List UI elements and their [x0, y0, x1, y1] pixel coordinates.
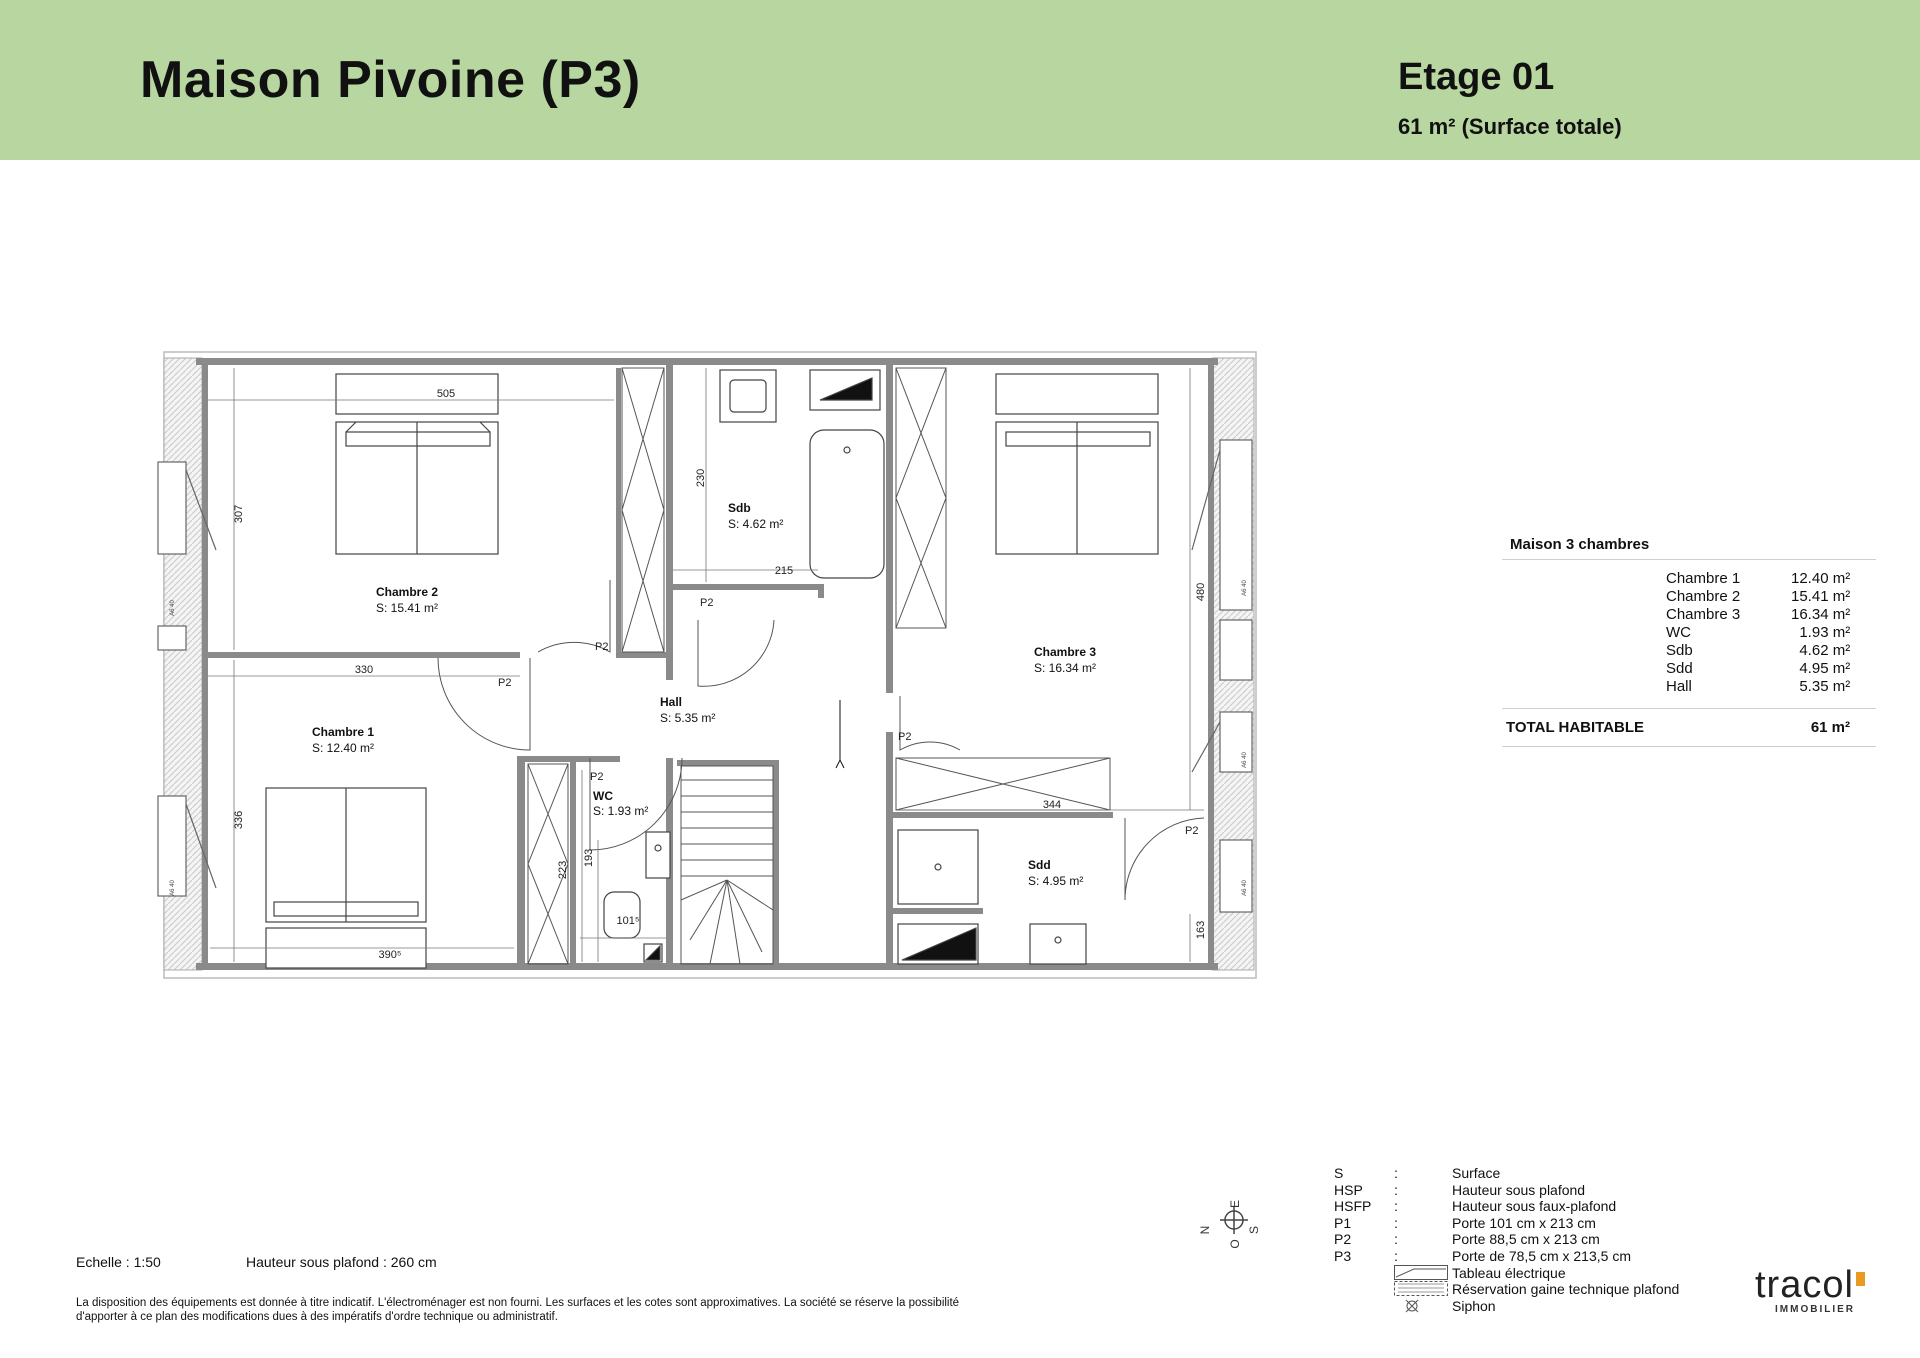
door-label: P2: [595, 641, 609, 653]
total-row: [1502, 708, 1876, 747]
bed-chambre-1: [266, 788, 426, 968]
disclaimer: [76, 1296, 1056, 1324]
window-tag: A6 40: [1242, 752, 1248, 768]
summary-title: Maison 3 chambres: [1502, 530, 1876, 560]
page-title: Maison Pivoine (P3): [140, 51, 641, 109]
scale-label: Echelle : 1:50: [76, 1254, 161, 1270]
room-name-chambre-1: Chambre 1: [312, 725, 375, 739]
logo-subtitle: IMMOBILIER: [1775, 1304, 1855, 1315]
siphon-icon: [1394, 1298, 1452, 1315]
legend-row: Tableau électrique: [1334, 1265, 1679, 1282]
room-name-sdb: Sdb: [728, 501, 751, 515]
dim-390: 390⁵: [378, 949, 402, 961]
window-tag: A6 40: [1242, 880, 1248, 896]
total-surface: 61 m² (Surface totale): [1398, 114, 1622, 139]
room-area-hall: S: 5.35 m²: [660, 711, 716, 725]
legend-row: P1 : Porte 101 cm x 213 cm: [1334, 1214, 1596, 1231]
legend: [1334, 1165, 1679, 1314]
doors: [438, 580, 1204, 900]
table-row: Sdb 4.62 m²: [1666, 642, 1851, 659]
room-name-hall: Hall: [660, 695, 683, 709]
table-row: Chambre 3 16.34 m²: [1666, 606, 1851, 623]
legend-row: Siphon: [1334, 1298, 1679, 1315]
room-area-wc: S: 1.93 m²: [593, 804, 649, 818]
table-row: Chambre 1 12.40 m²: [1666, 570, 1851, 587]
sdb-fixtures: [720, 370, 884, 578]
disclaimer-line-1: La disposition des équipements est donnée à titre indicatif. L'électroménager est non fourni. Les surfaces et les cotes sont approximatives. La société se réserve la possibilité: [76, 1297, 960, 1309]
total-value: 61 m²: [1810, 719, 1850, 736]
legend-row: P2 : Porte 88,5 cm x 213 cm: [1334, 1231, 1600, 1248]
table-row: Hall 5.35 m²: [1666, 678, 1851, 695]
disclaimer-line-2: d'apporter à ce plan des modifications dues à des impératifs d'ordre technique ou administratif.: [76, 1311, 558, 1323]
room-area-chambre-3: S: 16.34 m²: [1034, 661, 1097, 675]
bed-chambre-2: [336, 374, 498, 554]
summary-table: [1666, 570, 1850, 696]
dim-336: 336: [233, 810, 245, 830]
ceiling-shaft-icon: [1394, 1281, 1452, 1298]
door-label: P2: [498, 677, 512, 689]
tracol-logo: [1755, 1266, 1895, 1315]
ceiling-height-label: Hauteur sous plafond : 260 cm: [246, 1254, 437, 1270]
window-tag: A6 40: [170, 600, 176, 616]
staircase: [681, 700, 844, 964]
room-name-chambre-2: Chambre 2: [376, 585, 439, 599]
dim-215: 215: [774, 565, 794, 577]
dim-505: 505: [436, 388, 456, 400]
dim-193: 193: [583, 848, 595, 868]
dim-223: 223: [557, 860, 569, 880]
table-row: Sdd 4.95 m²: [1666, 660, 1851, 677]
legend-row: HSP : Hauteur sous plafond: [1334, 1181, 1586, 1198]
dim-230: 230: [695, 468, 707, 488]
window-tag: A6 40: [1242, 580, 1248, 596]
room-name-wc: WC: [593, 789, 613, 803]
door-label: P2: [898, 731, 912, 743]
wc-fixtures: [604, 832, 670, 962]
table-row: WC 1.93 m²: [1666, 624, 1851, 641]
compass-o: O: [1228, 1239, 1242, 1249]
room-area-chambre-2: S: 15.41 m²: [376, 601, 439, 615]
surface-summary: [1502, 530, 1876, 747]
total-label: TOTAL HABITABLE: [1506, 719, 1645, 736]
dim-330: 330: [354, 664, 374, 676]
room-area-sdb: S: 4.62 m²: [728, 517, 784, 531]
door-label: P2: [700, 597, 714, 609]
table-row: Chambre 2 15.41 m²: [1666, 588, 1851, 605]
legend-row: P3 : Porte de 78,5 cm x 213,5 cm: [1334, 1247, 1631, 1264]
legend-row: Réservation gaine technique plafond: [1334, 1281, 1679, 1298]
dim-307: 307: [233, 504, 245, 524]
dim-344: 344: [1042, 799, 1062, 811]
room-name-sdd: Sdd: [1028, 858, 1051, 872]
compass-icon: [1196, 1198, 1266, 1268]
room-name-chambre-3: Chambre 3: [1034, 645, 1097, 659]
electrical-panel-icon: [1394, 1265, 1452, 1282]
door-label: P2: [590, 771, 604, 783]
dim-480: 480: [1195, 582, 1207, 602]
logo-wordmark: tracol: [1755, 1264, 1854, 1306]
dim-163: 163: [1195, 920, 1207, 940]
room-area-sdd: S: 4.95 m²: [1028, 874, 1084, 888]
window-tag: A6 40: [170, 880, 176, 896]
compass-s: S: [1247, 1225, 1261, 1235]
legend-row: S : Surface: [1334, 1165, 1501, 1181]
room-area-chambre-1: S: 12.40 m²: [312, 741, 375, 755]
compass-e: E: [1228, 1199, 1242, 1209]
compass-n: N: [1198, 1225, 1212, 1235]
sdd-fixtures: [898, 830, 1086, 964]
door-label: P2: [1185, 825, 1199, 837]
bed-chambre-3: [996, 374, 1158, 554]
floor-plan: [150, 340, 1280, 1000]
windows-right: [1192, 440, 1252, 912]
floor-label: Etage 01: [1398, 56, 1555, 98]
dim-101: 101⁵: [616, 915, 640, 927]
logo-accent: [1856, 1272, 1865, 1286]
legend-row: HSFP : Hauteur sous faux-plafond: [1334, 1198, 1617, 1215]
